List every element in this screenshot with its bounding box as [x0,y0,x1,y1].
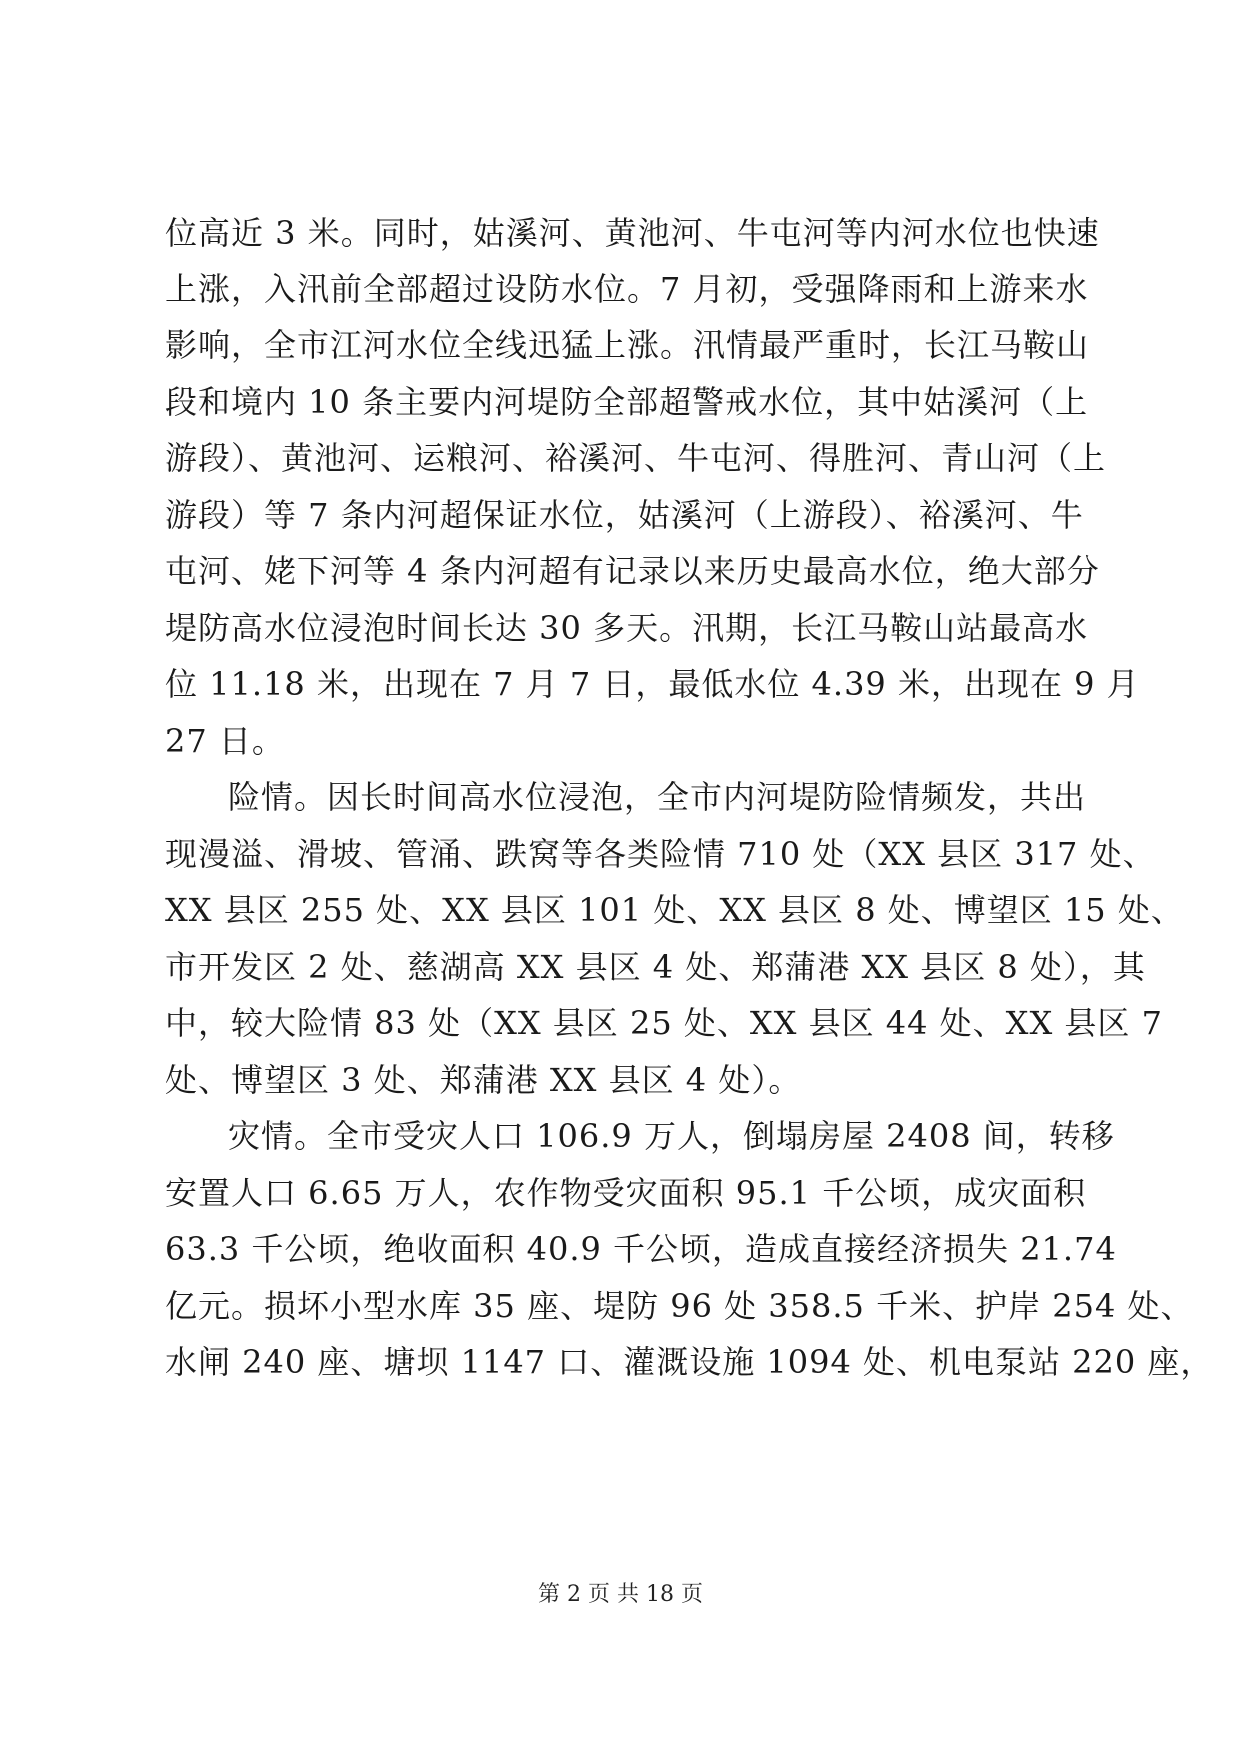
text-line: 中，较大险情 83 处（XX 县区 25 处、XX 县区 44 处、XX 县区 7 [165,1004,1163,1042]
page-number-footer: 第 2 页 共 18 页 [538,1582,703,1607]
text-line: 位 11.18 米，出现在 7 月 7 日，最低水位 4.39 米，出现在 9 月 [165,665,1140,703]
text-line: 屯河、姥下河等 4 条内河超有记录以来历史最高水位，绝大部分 [165,552,1100,590]
text-line: 上涨，入汛前全部超过设防水位。7 月初，受强降雨和上游来水 [165,270,1089,308]
text-line: 堤防高水位浸泡时间长达 30 多天。汛期，长江马鞍山站最高水 [165,609,1089,647]
text-line: 亿元。损坏小型水库 35 座、堤防 96 处 358.5 千米、护岸 254 处、 [165,1287,1194,1325]
text-line: 安置人口 6.65 万人，农作物受灾面积 95.1 千公顷，成灾面积 [165,1174,1087,1212]
text-line: 处、博望区 3 处、郑蒲港 XX 县区 4 处）。 [165,1061,802,1099]
text-line: 现漫溢、滑坡、管涌、跌窝等各类险情 710 处（XX 县区 317 处、 [165,835,1156,873]
paragraph-first-line: 灾情。全市受灾人口 106.9 万人，倒塌房屋 2408 间，转移 [228,1117,1115,1155]
text-line: 63.3 千公顷，绝收面积 40.9 千公顷，造成直接经济损失 21.74 [165,1230,1117,1268]
text-line: XX 县区 255 处、XX 县区 101 处、XX 县区 8 处、博望区 15 处、 [165,891,1184,929]
text-line: 市开发区 2 处、慈湖高 XX 县区 4 处、郑蒲港 XX 县区 8 处），其 [165,948,1146,986]
text-line: 游段）等 7 条内河超保证水位，姑溪河（上游段）、裕溪河、牛 [165,496,1084,534]
text-line: 水闸 240 座、塘坝 1147 口、灌溉设施 1094 处、机电泵站 220 座， [165,1343,1214,1381]
text-line: 27 日。 [165,722,285,760]
text-line: 段和境内 10 条主要内河堤防全部超警戒水位，其中姑溪河（上 [165,383,1089,421]
paragraph-first-line: 险情。因长时间高水位浸泡，全市内河堤防险情频发，共出 [228,778,1087,816]
text-line: 影响，全市江河水位全线迅猛上涨。汛情最严重时，长江马鞍山 [165,326,1090,364]
text-line: 位高近 3 米。同时，姑溪河、黄池河、牛屯河等内河水位也快速 [165,214,1100,252]
text-line: 游段）、黄池河、运粮河、裕溪河、牛屯河、得胜河、青山河（上 [165,439,1107,477]
